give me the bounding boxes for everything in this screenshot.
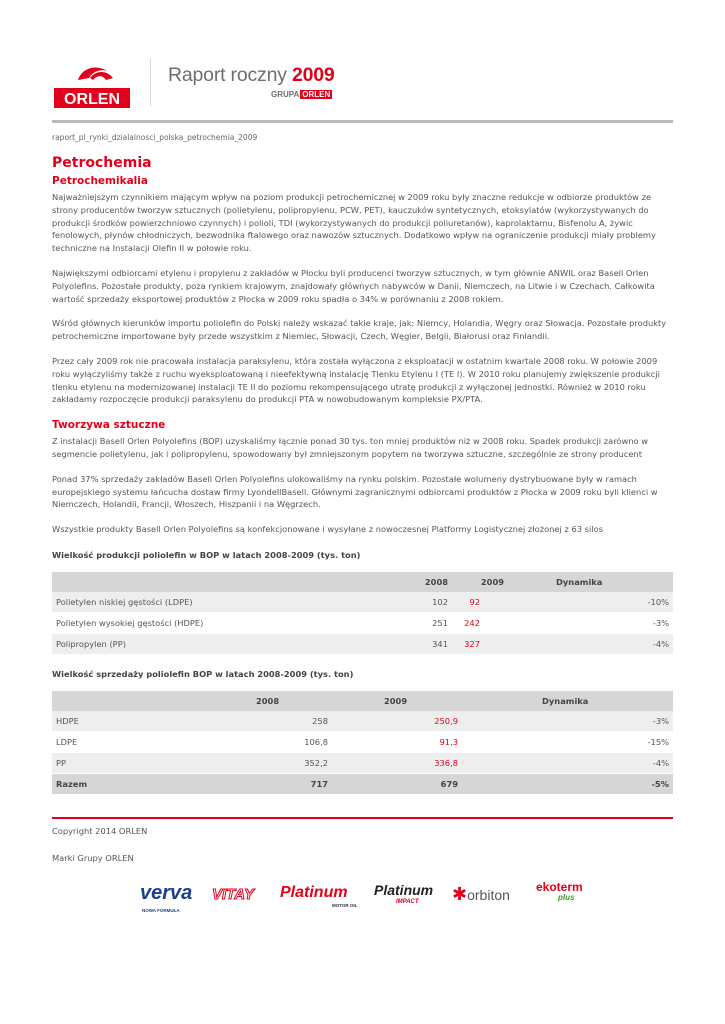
table-cell: 258 — [202, 711, 332, 732]
table-cell: -3% — [462, 711, 673, 732]
table-cell: 336,8 — [332, 752, 462, 773]
brand-platinum-impact-sub: IMPACT — [396, 899, 419, 905]
orbiton-star-icon: ✱ — [452, 884, 468, 904]
paragraph: Największymi odbiorcami etylenu i propylenu z zakładów w Płocku byli producenci tworzyw sztucznych, w tym głównie ANWIL oraz Basell Orlen Polyolefins. Pozostałe produkty, poza rynkiem krajowym, znajdowały głównych nabywców w Danii, Niemczech, na Litwie i w Czechach. Całkowita wartość sprzedaży eksportowej produktów z Płocka w 2009 roku spadła o 34% w porównaniu z 2008 rokiem. — [52, 267, 655, 304]
report-year: 2009 — [292, 64, 335, 86]
table-header-row — [52, 572, 673, 592]
table-caption-sales: Wielkość sprzedaży poliolefin BOP w latach 2008-2009 (tys. ton) — [52, 668, 354, 679]
production-table — [52, 572, 673, 655]
brand-platinum-sub: MOTOR OIL — [332, 903, 358, 908]
main-content — [52, 154, 673, 795]
table-cell: 327 — [452, 633, 552, 654]
table-header-cell: Dynamika — [462, 691, 673, 711]
brand-vitay[interactable]: VITAY — [212, 886, 254, 903]
table-header-cell: 2009 — [452, 572, 552, 592]
table-total-row — [52, 773, 673, 794]
brand-platinum-impact[interactable] — [374, 882, 434, 905]
table-cell: -10% — [552, 592, 673, 613]
table-row — [52, 752, 673, 773]
table-cell: HDPE — [52, 711, 202, 732]
report-title — [168, 64, 335, 87]
table-header-cell: 2008 — [202, 691, 332, 711]
table-cell: -5% — [462, 773, 673, 794]
page-title: Petrochemia — [52, 155, 152, 171]
table-row — [52, 612, 673, 633]
brand-verva-sub: NOWA FORMUŁA — [142, 908, 180, 913]
table-row — [52, 592, 673, 613]
breadcrumb[interactable]: raport_pl_rynki_dzialalnosci_polska_petrochemia_2009 — [52, 133, 258, 142]
table-header-cell: Dynamika — [552, 572, 673, 592]
table-row — [52, 731, 673, 752]
table-cell: 341 — [352, 633, 452, 654]
brand-orbiton[interactable] — [452, 884, 510, 905]
grupa-orlen-label — [271, 90, 332, 99]
page-header — [52, 52, 672, 122]
table-cell: Polipropylen (PP) — [52, 633, 352, 654]
table-cell: 92 — [452, 592, 552, 613]
table-caption-production: Wielkość produkcji poliolefin w BOP w latach 2008-2009 (tys. ton) — [52, 549, 361, 560]
paragraph: Najważniejszym czynnikiem mającym wpływ na poziom produkcji petrochemicznej w 2009 roku były znaczne redukcje w odbiorze produktów ze strony producentów tworzyw sztucznych (polietylenu, polipropylenu, PCW, PET), kauczuków syntetycznych, etoksylatów (wykorzystywanych do produkcji środków powierzchniowo czynnych) i polioli, TDI (wykorzystywanych do produkcji poliuretanów), kaprolaktamu, Bisfenolu A, żywic fenolowych, płynów chłodniczych, bezwodnika ftalowego oraz nawozów sztucznych. Dodatkowo wpływ na ograniczenie produkcji miały problemy techniczne na Instalacji Olefin II w połowie roku. — [52, 192, 656, 254]
brand-ekoterm[interactable] — [536, 880, 583, 902]
brands-title: Marki Grupy ORLEN — [52, 853, 134, 863]
brand-orbiton-text: orbiton — [467, 887, 510, 903]
brand-verva-text: verva — [140, 882, 193, 904]
paragraph: Z instalacji Basell Orlen Polyolefins (BOP) uzyskaliśmy łącznie ponad 30 tys. ton mniej produktów niż w 2008 roku. Spadek produkcji zarówno w segmencie polietylenu, jak i polipropylenu, spowodowany był zmniejszonym popytem na tworzywa sztuczne, szczególnie ze strony producent — [52, 436, 649, 459]
paragraph: Przez cały 2009 rok nie pracowała instalacja paraksylenu, która została wyłączona z eksploatacji w ostatnim kwartale 2008 roku. W połowie 2009 roku wyłączyliśmy także z ruchu wyeksploatowaną i nieefektywną instalację Tlenku Etylenu I (TE I). W 2010 roku planujemy zwiększenie produkcji tlenku etylenu na modernizowanej instalacji TE II do poziomu rekompensującego utratę produkcji z wyłączonej jednostki. Również w 2010 roku zakładamy rozpoczęcie produkcji paraksylenu do produkcji PTA w nowobudowanym kompleksie PX/PTA. — [52, 355, 660, 405]
brand-ekoterm-text: ekoterm — [536, 880, 583, 894]
table-cell: 352,2 — [202, 752, 332, 773]
table-header-cell: 2008 — [352, 572, 452, 592]
table-cell: 91,3 — [332, 731, 462, 752]
table-cell: 242 — [452, 612, 552, 633]
brand-verva[interactable] — [140, 882, 193, 913]
table-cell: PP — [52, 752, 202, 773]
paragraph: Ponad 37% sprzedaży zakładów Basell Orlen Polyolefins ulokowaliśmy na rynku polskim. Pozostałe wolumeny dystrybuowane były w ramach europejskiego systemu łańcucha dostaw firmy LyondellBasell. Głównymi zagranicznymi odbiorcami produktów z Płocka w 2009 roku byli klienci w Niemczech, Holandii, Francji, Włoszech, Hiszpanii i na Węgrzech. — [52, 473, 658, 510]
brand-ekoterm-sub: plus — [558, 893, 575, 902]
grupa-text: GRUPA — [271, 90, 300, 99]
copyright: Copyright 2014 ORLEN — [52, 826, 148, 836]
grupa-tag: ORLEN — [302, 90, 331, 99]
sales-table — [52, 691, 673, 795]
table-cell: -3% — [552, 612, 673, 633]
table-cell: -4% — [552, 633, 673, 654]
header-divider — [150, 58, 151, 106]
table-cell: Razem — [52, 773, 202, 794]
table-cell: 251 — [352, 612, 452, 633]
table-cell: Polietylen niskiej gęstości (LDPE) — [52, 592, 352, 613]
brand-platinum-impact-text: Platinum — [374, 882, 434, 898]
paragraph: Wśród głównych kierunków importu poliolefin do Polski należy wskazać takie kraje, jak: Niemcy, Holandia, Węgry oraz Słowacja. Pozostałe produkty petrochemiczne importowane były przede wszystkim z Niemiec, Słowacji, Czech, Węgier, Belgii, Białorusi oraz Finlandii. — [52, 318, 667, 342]
section-heading-petrochemikalia: Petrochemikalia — [52, 175, 148, 187]
table-header-cell — [52, 572, 352, 592]
table-cell: LDPE — [52, 731, 202, 752]
brands-strip — [140, 876, 590, 916]
table-cell: 250,9 — [332, 711, 462, 732]
orlen-logo[interactable] — [52, 58, 132, 110]
section-heading-tworzywa: Tworzywa sztuczne — [52, 419, 166, 432]
brand-platinum-text: Platinum — [280, 884, 348, 901]
table-header-cell — [52, 691, 202, 711]
footer-divider — [52, 817, 673, 819]
table-cell: 717 — [202, 773, 332, 794]
table-cell: 679 — [332, 773, 462, 794]
table-cell: 102 — [352, 592, 452, 613]
table-cell: -4% — [462, 752, 673, 773]
table-header-cell: 2009 — [332, 691, 462, 711]
brand-platinum[interactable] — [280, 884, 358, 908]
table-cell: -15% — [462, 731, 673, 752]
table-cell: 106,8 — [202, 731, 332, 752]
table-header-row — [52, 691, 673, 711]
logo-text: ORLEN — [64, 91, 120, 108]
table-cell: Polietylen wysokiej gęstości (HDPE) — [52, 612, 352, 633]
header-bar — [52, 120, 673, 123]
table-row — [52, 633, 673, 654]
paragraph: Wszystkie produkty Basell Orlen Polyolefins są konfekcjonowane i wysyłane z nowoczesnej Platformy Logistycznej złożonej z 63 silos — [52, 524, 603, 535]
table-row — [52, 711, 673, 732]
report-title-text: Raport roczny — [168, 64, 287, 86]
